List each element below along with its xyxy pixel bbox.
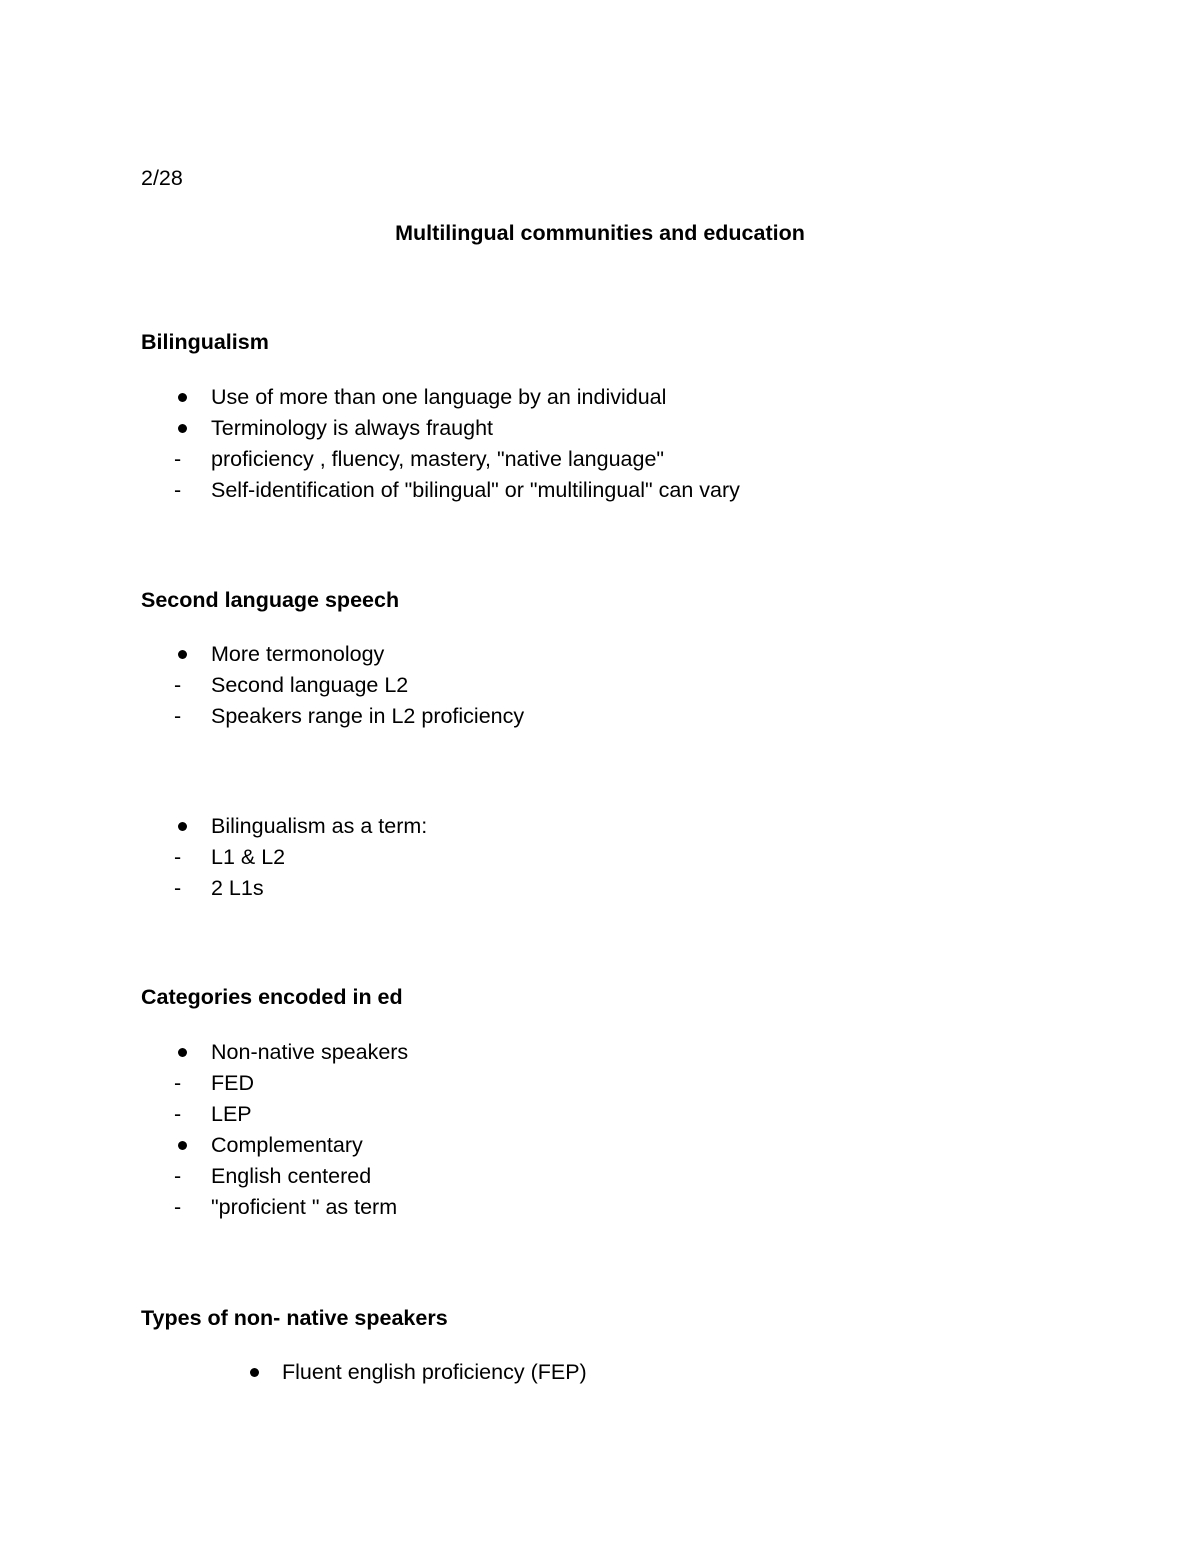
dash-icon: -: [174, 1071, 182, 1095]
bullet-icon: [250, 1368, 259, 1377]
list-item: Non-native speakers: [211, 1040, 409, 1064]
list-item: LEP: [211, 1102, 252, 1126]
list-item: English centered: [211, 1164, 372, 1188]
list-item: "proficient " as term: [211, 1195, 398, 1219]
dash-icon: -: [174, 704, 182, 728]
section-heading-categories-encoded: Categories encoded in ed: [141, 985, 403, 1009]
page-title: Multilingual communities and education: [395, 221, 805, 245]
list-item: FED: [211, 1071, 254, 1095]
list-item: Second language L2: [211, 673, 409, 697]
section-heading-second-language-speech: Second language speech: [141, 588, 400, 612]
bullet-icon: [178, 424, 187, 433]
list-item: Fluent english proficiency (FEP): [282, 1360, 587, 1384]
list-item: Bilingualism as a term:: [211, 814, 428, 838]
dash-icon: -: [174, 845, 182, 869]
dash-icon: -: [174, 1195, 182, 1219]
dash-icon: -: [174, 478, 182, 502]
list-item: 2 L1s: [211, 876, 264, 900]
date-label: 2/28: [141, 166, 183, 190]
list-item: Complementary: [211, 1133, 363, 1157]
bullet-icon: [178, 393, 187, 402]
section-heading-bilingualism: Bilingualism: [141, 330, 269, 354]
list-item: L1 & L2: [211, 845, 286, 869]
bullet-icon: [178, 1048, 187, 1057]
dash-icon: -: [174, 876, 182, 900]
dash-icon: -: [174, 1102, 182, 1126]
dash-icon: -: [174, 673, 182, 697]
dash-icon: -: [174, 447, 182, 471]
bullet-icon: [178, 822, 187, 831]
section-heading-types-of-non-native-speakers: Types of non- native speakers: [141, 1306, 448, 1330]
list-item: Speakers range in L2 proficiency: [211, 704, 525, 728]
bullet-icon: [178, 650, 187, 659]
list-item: Use of more than one language by an individual: [211, 385, 667, 409]
dash-icon: -: [174, 1164, 182, 1188]
list-item: Self-identification of "bilingual" or "multilingual" can vary: [211, 478, 740, 502]
bullet-icon: [178, 1141, 187, 1150]
list-item: More termonology: [211, 642, 385, 666]
list-item: proficiency , fluency, mastery, "native language": [211, 447, 665, 471]
list-item: Terminology is always fraught: [211, 416, 494, 440]
